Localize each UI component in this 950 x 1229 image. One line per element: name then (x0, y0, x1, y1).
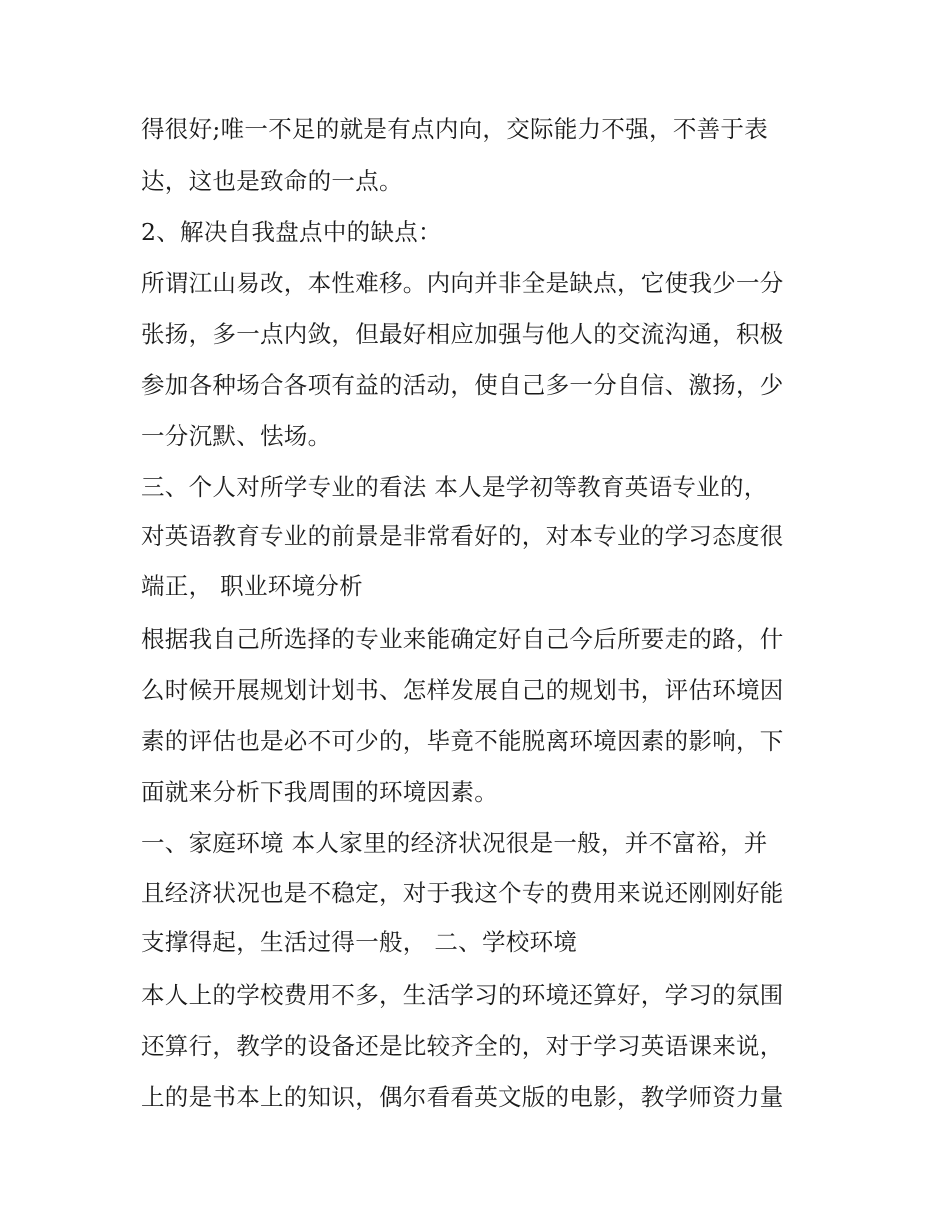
text-line: 三、个人对所学专业的看法 本人是学初等教育英语专业的， (141, 473, 768, 501)
text-line: 还算行，教学的设备还是比较齐全的，对于学习英语课来说， (141, 1032, 784, 1060)
text-line: 本人上的学校费用不多，生活学习的环境还算好，学习的氛围 (141, 981, 784, 1009)
text-line: 么时候开展规划计划书、怎样发展自己的规划书，评估环境因 (141, 676, 784, 704)
text-line: 面就来分析下我周围的环境因素。 (141, 778, 498, 806)
text-line: 达，这也是致命的一点。 (141, 167, 403, 195)
text-line: 所谓江山易改，本性难移。内向并非全是缺点，它使我少一分 (141, 269, 784, 297)
text-line: 上的是书本上的知识，偶尔看看英文版的电影，教学师资力量 (141, 1083, 784, 1111)
text-line: 张扬，多一点内敛，但最好相应加强与他人的交流沟通，积极 (141, 320, 784, 348)
text-line: 一、家庭环境 本人家里的经济状况很是一般，并不富裕，并 (141, 829, 768, 857)
text-line: 且经济状况也是不稳定，对于我这个专的费用来说还刚刚好能 (141, 879, 784, 907)
text-line: 一分沉默、怯场。 (141, 422, 332, 450)
text-line: 根据我自己所选择的专业来能确定好自己今后所要走的路，什 (141, 625, 784, 653)
text-line: 对英语教育专业的前景是非常看好的，对本专业的学习态度很 (141, 522, 784, 550)
text-line: 参加各种场合各项有益的活动，使自己多一分自信、激扬，少 (141, 371, 784, 399)
text-line: 支撑得起，生活过得一般， 二、学校环境 (141, 928, 578, 956)
text-line: 素的评估也是必不可少的，毕竟不能脱离环境因素的影响，下 (141, 727, 784, 755)
section-heading: 2、解决自我盘点中的缺点： (141, 218, 442, 246)
text-line: 端正， 职业环境分析 (141, 572, 363, 600)
text-line: 得很好;唯一不足的就是有点内向，交际能力不强，不善于表 (141, 115, 769, 143)
